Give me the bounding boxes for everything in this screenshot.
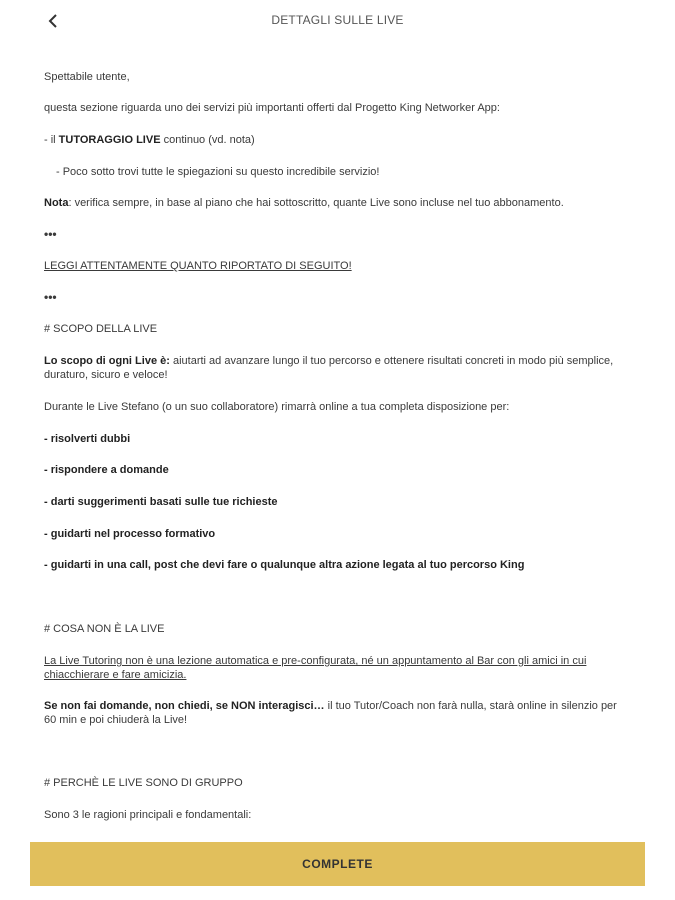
list-item: - risolverti dubbi [44,433,131,445]
section-title-not: # COSA NON È LA LIVE [44,623,165,635]
warning-text: LEGGI ATTENTAMENTE QUANTO RIPORTATO DI SEGUITO! [44,260,352,272]
separator-dots: ••• [44,290,57,304]
section-title-scope: # SCOPO DELLA LIVE [44,323,158,335]
reasons-text: Sono 3 le ragioni principali e fondamentali: [44,809,252,821]
list-item: - guidarti nel processo formativo [44,528,216,540]
scope-label: Lo scopo di ogni Live è: [44,355,170,367]
no-questions-body: il tuo Tutor/Coach non farà nulla, starà online in silenzio per 60 min e poi chiuderà la Live! [44,700,617,726]
scope-body: aiutarti ad avanzare lungo il tuo percorso e ottenere risultati concreti in modo più semplice, duraturo, sicuro e veloce! [44,355,614,381]
intro-text: questa sezione riguarda uno dei servizi più importanti offerti dal Progetto King Networker App: [44,102,500,114]
top-bar [0,0,675,40]
sub-bullet-text: - Poco sotto trovi tutte le spiegazioni su questo incredibile servizio! [56,166,380,178]
scope-text [44,354,629,382]
section-title-group: # PERCHÈ LE LIVE SONO DI GRUPPO [44,777,243,789]
during-text: Durante le Live Stefano (o un suo collaboratore) rimarrà online a tua completa disposizione per: [44,401,510,413]
service-bullet-prefix: - il [44,134,59,146]
list-item: - darti suggerimenti basati sulle tue richieste [44,496,278,508]
page-title: DETTAGLI SULLE LIVE [271,13,404,27]
nota-body: : verifica sempre, in base al piano che hai sottoscritto, quante Live sono incluse nel tuo abbonamento. [68,197,564,209]
service-bullet [44,133,629,147]
no-questions-text [44,699,629,727]
complete-button[interactable]: COMPLETE [30,842,645,886]
service-bullet-name: TUTORAGGIO LIVE [58,134,161,146]
list-item: - guidarti in una call, post che devi fare o qualunque altra azione legata al tuo percorso King [44,559,525,571]
nota-text [44,196,629,210]
service-bullet-suffix: continuo (vd. nota) [160,134,255,146]
list-item: - rispondere a domande [44,464,169,476]
nota-label: Nota [44,197,69,209]
separator-dots: ••• [44,227,57,241]
greeting-text: Spettabile utente, [44,71,130,83]
not-live-text: La Live Tutoring non è una lezione automatica e pre-configurata, né un appuntamento al Bar con gli amici in cui chiacchierare e fare amicizia. [44,655,587,681]
no-questions-label: Se non fai domande, non chiedi, se NON interagisci… [44,700,325,712]
